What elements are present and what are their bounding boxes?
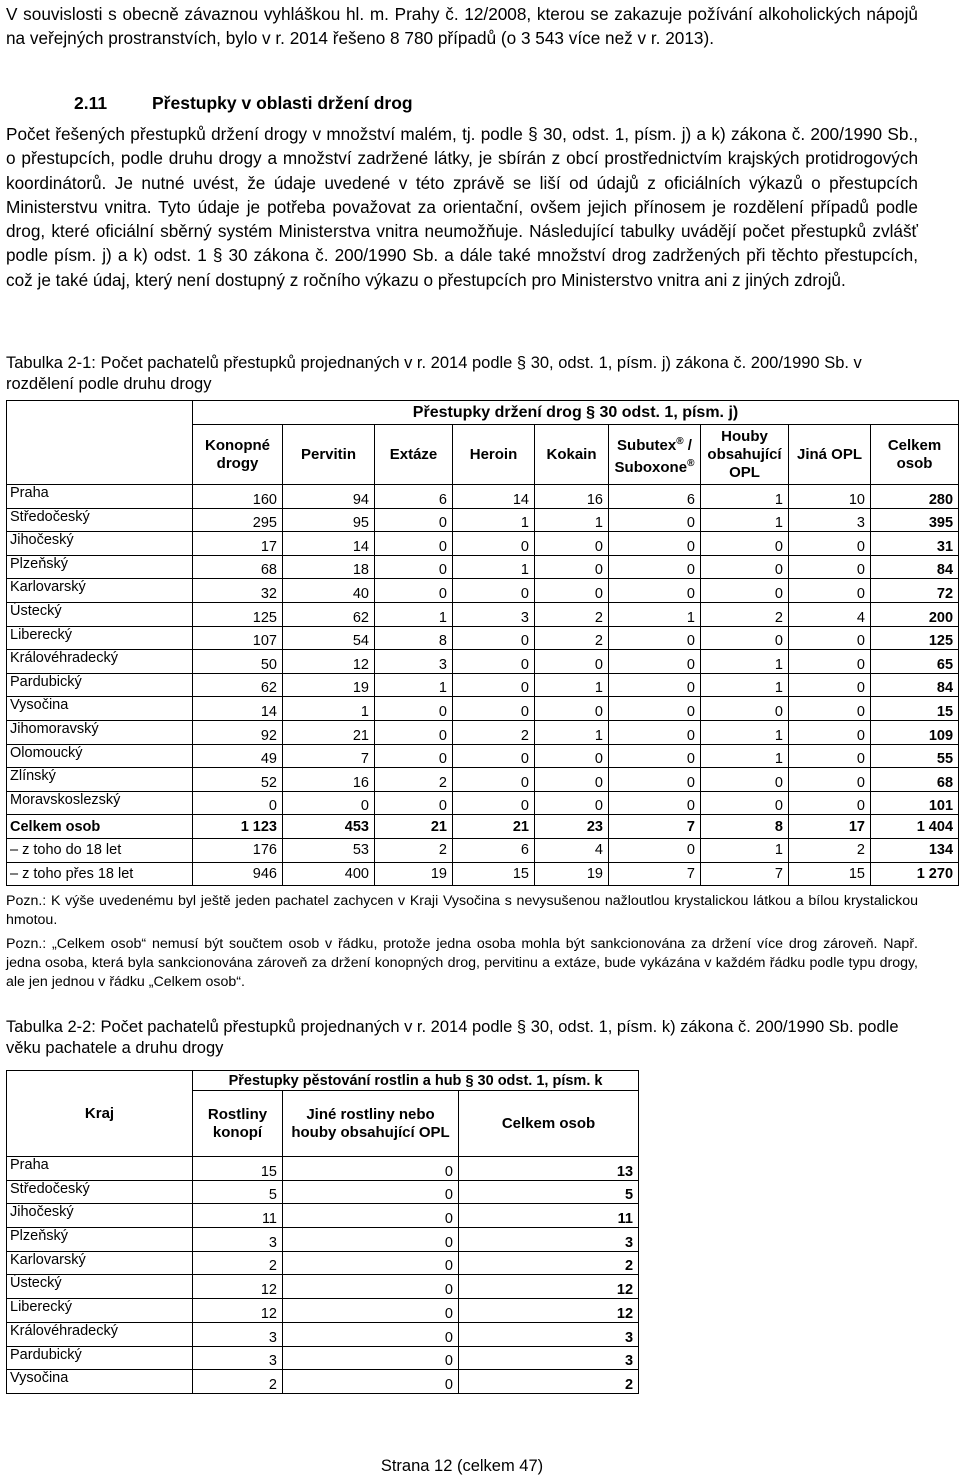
section-number: 2.11 [74,93,108,113]
value-cell: 0 [789,673,871,697]
value-cell: 18 [283,555,375,579]
table1-col-header: Jiná OPL [789,425,871,485]
value-cell: 17 [193,532,283,556]
table2 [6,1070,639,1394]
value-cell: 40 [283,579,375,603]
value-cell: 0 [701,791,789,815]
value-cell: 0 [789,720,871,744]
table-row [7,744,959,768]
region-cell: Vysočina [7,1370,193,1394]
value-cell: 0 [789,791,871,815]
value-cell: 0 [453,650,535,674]
value-cell: 2 [193,1370,283,1394]
value-cell: 0 [535,579,609,603]
value-cell: 1 [375,602,453,626]
value-cell: 0 [701,626,789,650]
value-cell: 0 [789,555,871,579]
value-cell: 14 [193,697,283,721]
under18-row [7,838,959,862]
value-cell: 1 [701,485,789,509]
value-cell: 12 [283,650,375,674]
table-row [7,1157,639,1181]
value-cell: 160 [193,485,283,509]
value-cell: 0 [535,555,609,579]
value-cell: 3 [453,602,535,626]
region-cell: Pardubický [7,673,193,697]
table-row [7,1204,639,1228]
value-cell: 12 [193,1299,283,1323]
value-cell: 200 [871,602,959,626]
value-cell: 176 [193,838,283,862]
table1-note-2: Pozn.: „Celkem osob“ nemusí být součtem osob v řádku, protože jedna osoba mohla být sankcionována za držení více drog zároveň. Např. jedna osoba, která byla sankcionována zároveň za držení konopných drog, pervitinu a extáze, bude vykázána v každém řádku podle typu drogy, ale jen jednou v řádku „Celkem osob“. [6,936,918,990]
value-cell: 109 [871,720,959,744]
value-cell: 68 [193,555,283,579]
value-cell: 0 [535,697,609,721]
value-cell: 7 [283,744,375,768]
value-cell: 0 [283,1275,459,1299]
value-cell: 0 [701,768,789,792]
value-cell: 21 [375,815,453,839]
value-cell: 0 [453,673,535,697]
region-cell: Jihomoravský [7,720,193,744]
value-cell: 2 [193,1251,283,1275]
value-cell: 1 [535,673,609,697]
value-cell: 19 [535,862,609,886]
value-cell: 0 [283,1322,459,1346]
region-cell: Královéhradecký [7,650,193,674]
table-row [7,1299,639,1323]
value-cell: 3 [459,1346,639,1370]
value-cell: 0 [609,508,701,532]
table1-col-header: Konopné drogy [193,425,283,485]
value-cell: 3 [193,1322,283,1346]
table-row [7,697,959,721]
value-cell: 54 [283,626,375,650]
value-cell: 0 [283,791,375,815]
table-row [7,1251,639,1275]
value-cell: 2 [375,838,453,862]
table-row [7,768,959,792]
value-cell: 7 [609,815,701,839]
value-cell: 10 [789,485,871,509]
value-cell: 62 [283,602,375,626]
page-footer: Strana 12 (celkem 47) [380,1457,544,1475]
value-cell: 0 [375,744,453,768]
table-row [7,579,959,603]
value-cell: 94 [283,485,375,509]
row-label: – z toho přes 18 let [7,862,193,886]
value-cell: 0 [701,579,789,603]
table-row [7,1275,639,1299]
value-cell: 2 [701,602,789,626]
value-cell: 15 [193,1157,283,1181]
value-cell: 0 [453,791,535,815]
region-cell: Liberecký [7,1299,193,1323]
value-cell: 400 [283,862,375,886]
value-cell: 5 [193,1180,283,1204]
value-cell: 0 [375,579,453,603]
table2-col-header: Jiné rostliny nebo houby obsahující OPL [283,1091,459,1157]
table1-col-header: Houby obsahující OPL [701,425,789,485]
value-cell: 0 [609,650,701,674]
value-cell: 0 [701,555,789,579]
value-cell: 14 [283,532,375,556]
table-row [7,485,959,509]
row-label: – z toho do 18 let [7,838,193,862]
table-row [7,1180,639,1204]
value-cell: 295 [193,508,283,532]
value-cell: 0 [701,532,789,556]
value-cell: 0 [609,697,701,721]
table1-corner [7,401,193,485]
value-cell: 55 [871,744,959,768]
value-cell: 1 [701,744,789,768]
value-cell: 0 [375,697,453,721]
value-cell: 1 [701,838,789,862]
value-cell: 21 [283,720,375,744]
table1-col-header: Pervitin [283,425,375,485]
value-cell: 6 [375,485,453,509]
value-cell: 68 [871,768,959,792]
value-cell: 107 [193,626,283,650]
section-heading [74,93,413,114]
table1-col-header: Extáze [375,425,453,485]
value-cell: 1 [535,508,609,532]
value-cell: 12 [193,1275,283,1299]
region-cell: Vysočina [7,697,193,721]
region-cell: Karlovarský [7,1251,193,1275]
value-cell: 5 [459,1180,639,1204]
value-cell: 0 [609,720,701,744]
value-cell: 72 [871,579,959,603]
value-cell: 14 [453,485,535,509]
value-cell: 11 [193,1204,283,1228]
value-cell: 0 [283,1346,459,1370]
value-cell: 0 [789,532,871,556]
region-cell: Olomoucký [7,744,193,768]
value-cell: 2 [459,1251,639,1275]
value-cell: 1 [701,673,789,697]
table-row [7,602,959,626]
table-row [7,555,959,579]
region-cell: Plzeňský [7,555,193,579]
value-cell: 19 [375,862,453,886]
value-cell: 0 [453,744,535,768]
value-cell: 1 404 [871,815,959,839]
table-row [7,650,959,674]
region-cell: Jihočeský [7,532,193,556]
region-cell: Pardubický [7,1346,193,1370]
value-cell: 101 [871,791,959,815]
table-row [7,532,959,556]
value-cell: 0 [609,768,701,792]
value-cell: 1 [283,697,375,721]
table-row [7,1346,639,1370]
value-cell: 84 [871,555,959,579]
value-cell: 0 [193,791,283,815]
value-cell: 0 [535,532,609,556]
table-row [7,1370,639,1394]
value-cell: 0 [609,555,701,579]
value-cell: 1 [701,508,789,532]
value-cell: 0 [609,744,701,768]
value-cell: 0 [283,1180,459,1204]
region-cell: Královéhradecký [7,1322,193,1346]
value-cell: 3 [789,508,871,532]
value-cell: 946 [193,862,283,886]
table-row [7,673,959,697]
table1-group-header: Přestupky držení drog § 30 odst. 1, písm. j) [193,401,959,425]
value-cell: 0 [609,532,701,556]
value-cell: 32 [193,579,283,603]
value-cell: 84 [871,673,959,697]
value-cell: 0 [535,768,609,792]
section-body: Počet řešených přestupků držení drogy v množství malém, tj. podle § 30, odst. 1, písm. j) a k) zákona č. 200/1990 Sb., o přestupcích, podle druhu drogy a množství zadržené látky, je sbírán z obcí prostřednictvím krajských protidrogových koordinátorů. Je nutné uvést, že údaje uvedené v této zprávě se liší od údajů z oficiálních výkazů o přestupcích Ministerstvu vnitra. Tyto údaje je potřeba považovat za orientační, ovšem jejich přínosem je rozdělení případů podle drog, které oficiální sběrný systém Ministerstva vnitra neumožňuje. Následující tabulky uvádějí počet přestupků zvlášť podle písm. j) a k) odst. 1 § 30 zákona č. 200/1990 Sb. a dále také množství drog zadržených při těchto přestupcích, což je také údaj, který není dostupný z ročního výkazu o přestupcích pro Ministerstvo vnitra ani z jiných zdrojů. [6,124,918,290]
row-label: Celkem osob [7,815,193,839]
table2-body [7,1157,639,1394]
value-cell: 0 [789,697,871,721]
region-cell: Praha [7,1157,193,1181]
value-cell: 7 [609,862,701,886]
value-cell: 13 [459,1157,639,1181]
value-cell: 49 [193,744,283,768]
value-cell: 0 [453,697,535,721]
table1-col-header: Celkem osob [871,425,959,485]
value-cell: 16 [535,485,609,509]
value-cell: 53 [283,838,375,862]
region-cell: Středočeský [7,1180,193,1204]
value-cell: 2 [535,626,609,650]
value-cell: 1 270 [871,862,959,886]
value-cell: 0 [453,532,535,556]
value-cell: 0 [375,508,453,532]
region-cell: Praha [7,485,193,509]
value-cell: 92 [193,720,283,744]
value-cell: 125 [871,626,959,650]
value-cell: 0 [375,791,453,815]
table-row [7,1228,639,1252]
value-cell: 0 [789,768,871,792]
value-cell: 0 [535,744,609,768]
value-cell: 1 [375,673,453,697]
value-cell: 6 [609,485,701,509]
value-cell: 4 [535,838,609,862]
region-cell: Zlínský [7,768,193,792]
value-cell: 0 [453,579,535,603]
value-cell: 0 [283,1228,459,1252]
region-cell: Ústecký [7,1275,193,1299]
region-cell: Jihočeský [7,1204,193,1228]
value-cell: 50 [193,650,283,674]
value-cell: 2 [535,602,609,626]
value-cell: 0 [375,555,453,579]
value-cell: 8 [701,815,789,839]
region-cell: Plzeňský [7,1228,193,1252]
table1-col-header: Heroin [453,425,535,485]
value-cell: 134 [871,838,959,862]
value-cell: 95 [283,508,375,532]
value-cell: 19 [283,673,375,697]
value-cell: 11 [459,1204,639,1228]
value-cell: 15 [871,697,959,721]
table2-col-header-region: Kraj [7,1071,193,1157]
table1-caption: Tabulka 2-1: Počet pachatelů přestupků projednaných v r. 2014 podle § 30, odst. 1, písm. j) zákona č. 200/1990 Sb. v rozdělení podle druhu drogy [6,354,862,393]
value-cell: 3 [193,1228,283,1252]
value-cell: 3 [375,650,453,674]
value-cell: 0 [789,579,871,603]
value-cell: 1 [609,602,701,626]
value-cell: 16 [283,768,375,792]
table2-col-header: Rostliny konopí [193,1091,283,1157]
table2-group-header: Přestupky pěstování rostlin a hub § 30 odst. 1, písm. k [193,1071,639,1091]
value-cell: 1 [453,555,535,579]
value-cell: 0 [453,626,535,650]
value-cell: 4 [789,602,871,626]
value-cell: 7 [701,862,789,886]
value-cell: 1 [453,508,535,532]
value-cell: 12 [459,1299,639,1323]
region-cell: Středočeský [7,508,193,532]
value-cell: 0 [609,791,701,815]
value-cell: 62 [193,673,283,697]
value-cell: 21 [453,815,535,839]
value-cell: 52 [193,768,283,792]
table-row [7,626,959,650]
section-title: Přestupky v oblasti držení drog [152,93,413,113]
table-row [7,508,959,532]
intro-paragraph: V souvislosti s obecně závaznou vyhláškou hl. m. Prahy č. 12/2008, kterou se zakazuje požívání alkoholických nápojů na veřejných prostranstvích, bylo v r. 2014 řešeno 8 780 případů (o 3 543 více než v r. 2013). [6,4,918,49]
value-cell: 1 123 [193,815,283,839]
table2-col-header: Celkem osob [459,1091,639,1157]
table-row [7,720,959,744]
table-row [7,791,959,815]
value-cell: 0 [609,673,701,697]
table1-body [7,485,959,886]
value-cell: 17 [789,815,871,839]
value-cell: 1 [535,720,609,744]
value-cell: 15 [453,862,535,886]
region-cell: Moravskoslezský [7,791,193,815]
value-cell: 0 [789,650,871,674]
value-cell: 31 [871,532,959,556]
value-cell: 12 [459,1275,639,1299]
value-cell: 0 [535,650,609,674]
region-cell: Ústecký [7,602,193,626]
value-cell: 3 [459,1228,639,1252]
value-cell: 6 [453,838,535,862]
value-cell: 1 [701,720,789,744]
value-cell: 65 [871,650,959,674]
value-cell: 453 [283,815,375,839]
value-cell: 0 [283,1204,459,1228]
table2-caption: Tabulka 2-2: Počet pachatelů přestupků projednaných v r. 2014 podle § 30, odst. 1, písm. k) zákona č. 200/1990 Sb. podle věku pachatele a druhu drogy [6,1018,899,1057]
value-cell: 23 [535,815,609,839]
value-cell: 0 [789,744,871,768]
value-cell: 2 [789,838,871,862]
value-cell: 2 [453,720,535,744]
table1-note-1: Pozn.: K výše uvedenému byl ještě jeden pachatel zachycen v Kraji Vysočina s nevysušenou nažloutlou krystalickou látkou a bílou krystalickou hmotou. [6,893,918,928]
value-cell: 0 [609,579,701,603]
value-cell: 1 [701,650,789,674]
value-cell: 280 [871,485,959,509]
table1-col-header: Kokain [535,425,609,485]
value-cell: 395 [871,508,959,532]
region-cell: Karlovarský [7,579,193,603]
value-cell: 2 [375,768,453,792]
value-cell: 0 [283,1251,459,1275]
value-cell: 3 [459,1322,639,1346]
value-cell: 0 [375,532,453,556]
value-cell: 0 [535,791,609,815]
table1 [6,400,959,886]
value-cell: 0 [789,626,871,650]
value-cell: 0 [609,626,701,650]
region-cell: Liberecký [7,626,193,650]
value-cell: 3 [193,1346,283,1370]
value-cell: 15 [789,862,871,886]
over18-row [7,862,959,886]
value-cell: 0 [453,768,535,792]
total-row [7,815,959,839]
value-cell: 8 [375,626,453,650]
value-cell: 125 [193,602,283,626]
value-cell: 0 [283,1157,459,1181]
value-cell: 2 [459,1370,639,1394]
value-cell: 0 [701,697,789,721]
table1-col-header-subutex: Subutex® / Suboxone® [609,425,701,485]
value-cell: 0 [609,838,701,862]
value-cell: 0 [283,1370,459,1394]
value-cell: 0 [283,1299,459,1323]
value-cell: 0 [375,720,453,744]
table-row [7,1322,639,1346]
